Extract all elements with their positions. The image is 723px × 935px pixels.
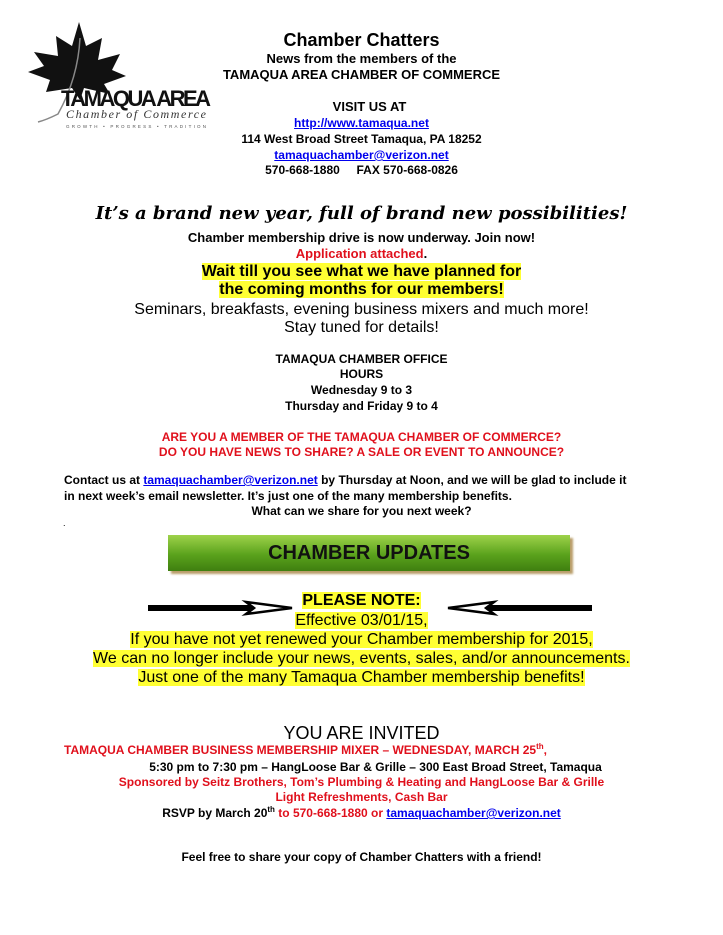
mixer-time-location: 5:30 pm to 7:30 pm – HangLoose Bar & Grille – 300 East Broad Street, Tamaqua	[149, 760, 602, 774]
mixer-title: TAMAQUA CHAMBER BUSINESS MEMBERSHIP MIXER – WEDNESDAY, MARCH 25th,	[64, 742, 547, 757]
chamber-updates-banner: CHAMBER UPDATES	[168, 535, 570, 571]
renewal-line-1: If you have not yet renewed your Chamber membership for 2015,	[130, 631, 593, 648]
application-attached: Application attached	[295, 246, 424, 261]
question-member: ARE YOU A MEMBER OF THE TAMAQUA CHAMBER OF COMMERCE?	[161, 430, 562, 444]
seminars: Seminars, breakfasts, evening business mixers and much more!	[134, 301, 589, 318]
contact-line-1: Contact us at tamaquachamber@verizon.net by Thursday at Noon, and we will be glad to include it	[64, 473, 627, 487]
stray-dot: .	[63, 518, 66, 528]
contact-line-2: in next week’s email newsletter. It’s just one of the many membership benefits.	[64, 489, 512, 503]
rsvp-email-link[interactable]: tamaquachamber@verizon.net	[386, 806, 561, 820]
stay-tuned: Stay tuned for details!	[284, 319, 439, 336]
org-name: TAMAQUA AREA CHAMBER OF COMMERCE	[222, 67, 501, 82]
hours-thu-fri: Thursday and Friday 9 to 4	[285, 399, 438, 413]
headline: It’s a brand new year, full of brand new possibilities!	[95, 203, 628, 224]
subtitle: News from the members of the	[266, 51, 457, 66]
mixer-refreshments: Light Refreshments, Cash Bar	[275, 790, 448, 804]
visit-label: VISIT US AT	[332, 99, 407, 114]
email-link[interactable]: tamaquachamber@verizon.net	[274, 148, 449, 162]
renewal-line-2: We can no longer include your news, events, sales, and/or announcements.	[93, 650, 630, 667]
contact-line-3: What can we share for you next week?	[251, 504, 472, 518]
svg-text:Chamber of Commerce: Chamber of Commerce	[66, 107, 206, 121]
address: 114 West Broad Street Tamaqua, PA 18252	[241, 132, 482, 146]
website-link[interactable]: http://www.tamaqua.net	[294, 116, 429, 130]
mixer-sponsors: Sponsored by Seitz Brothers, Tom’s Plumbing & Heating and HangLoose Bar & Grille	[118, 775, 605, 789]
logo-name: TAMAQUA AREA	[61, 86, 211, 111]
newsletter-title: Chamber Chatters	[283, 30, 440, 50]
question-news: DO YOU HAVE NEWS TO SHARE? A SALE OR EVENT TO ANNOUNCE?	[158, 445, 565, 459]
hours-wednesday: Wednesday 9 to 3	[310, 383, 413, 397]
period: .	[423, 246, 428, 261]
renewal-line-3: Just one of the many Tamaqua Chamber membership benefits!	[138, 669, 585, 686]
wait-line-1: Wait till you see what we have planned for	[201, 263, 522, 280]
contact-email-link[interactable]: tamaquachamber@verizon.net	[143, 473, 318, 487]
office-title: TAMAQUA CHAMBER OFFICE	[275, 352, 448, 366]
invited-title: YOU ARE INVITED	[283, 723, 440, 743]
membership-drive: Chamber membership drive is now underway. Join now!	[187, 230, 536, 245]
please-note: PLEASE NOTE:	[302, 592, 421, 609]
share-footer: Feel free to share your copy of Chamber Chatters with a friend!	[181, 850, 542, 864]
fax: FAX 570-668-0826	[356, 163, 458, 177]
effective-date: Effective 03/01/15,	[295, 612, 428, 629]
office-hours-title: HOURS	[339, 367, 384, 381]
wait-line-2: the coming months for our members!	[219, 281, 504, 298]
phone: 570-668-1880	[265, 163, 340, 177]
rsvp-line: RSVP by March 20th to 570-668-1880 or tamaquachamber@verizon.net	[162, 805, 561, 820]
svg-text:GROWTH • PROGRESS • TRADITION: GROWTH • PROGRESS • TRADITION	[66, 124, 206, 129]
